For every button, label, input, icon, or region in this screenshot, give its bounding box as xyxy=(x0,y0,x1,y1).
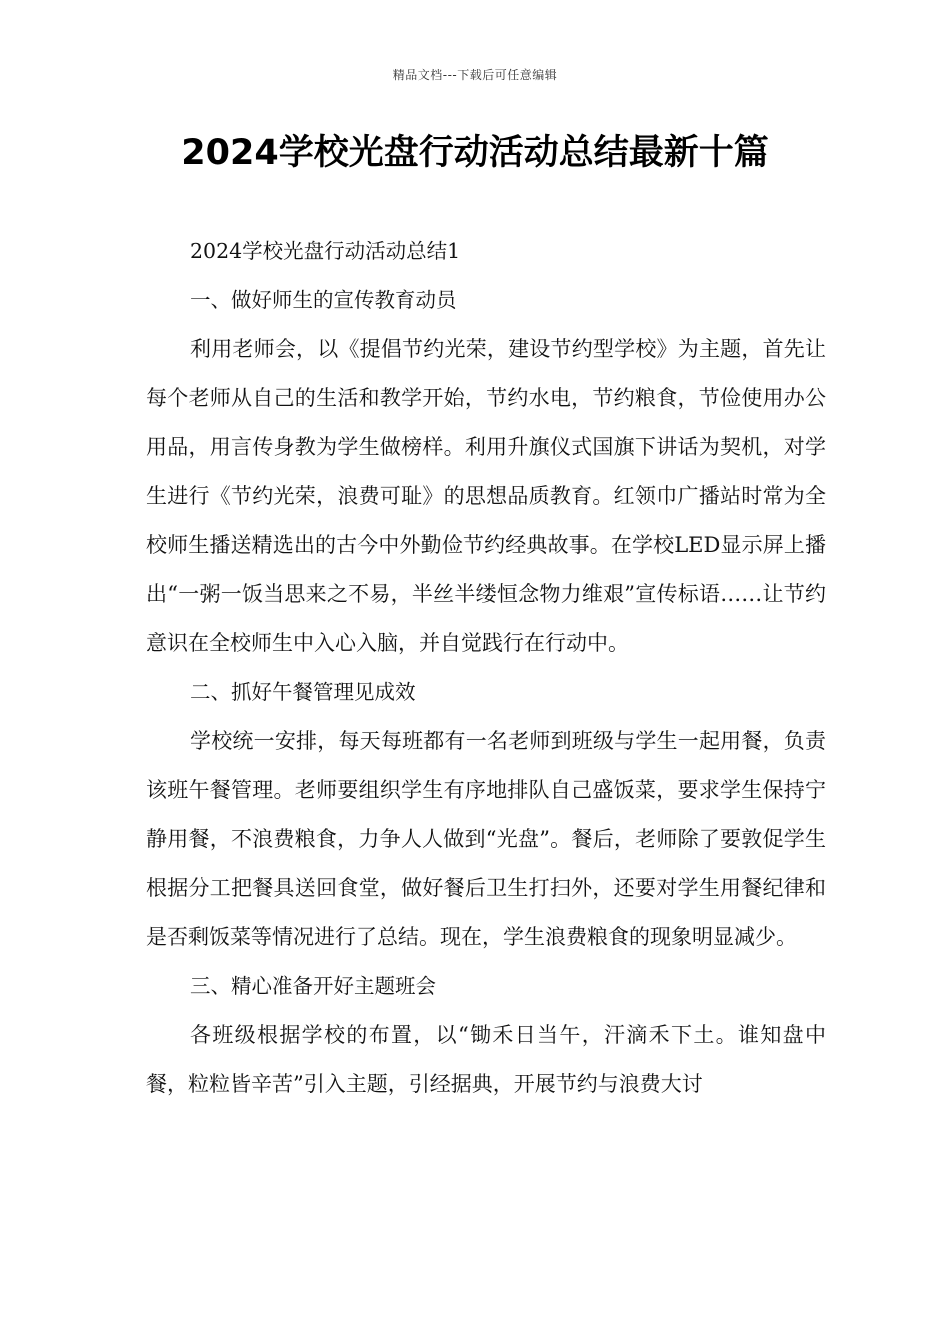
section-heading-2: 二、抓好午餐管理见成效 xyxy=(190,680,416,704)
section-title: 2024学校光盘行动活动总结1 xyxy=(190,239,461,263)
paragraph-2: 学校统一安排，每天每班都有一名老师到班级与学生一起用餐，负责该班午餐管理。老师要组织学生有序地排队自己盛饭菜，要求学生保持宁静用餐，不浪费粮食，力争人人做到“光盘”。餐后，老师除了要敦促学生根据分工把餐具送回食堂，做好餐后卫生打扫外，还要对学生用餐纪律和是否剩饭菜等情况进行了总结。现在，学生浪费粮食的现象明显减少。 xyxy=(146,729,826,949)
section-heading-1: 一、做好师生的宣传教育动员 xyxy=(190,288,457,312)
paragraph-1: 利用老师会，以《提倡节约光荣，建设节约型学校》为主题，首先让每个老师从自己的生活和教学开始，节约水电，节约粮食，节俭使用办公用品，用言传身教为学生做榜样。利用升旗仪式国旗下讲话为契机，对学生进行《节约光荣，浪费可耻》的思想品质教育。红领巾广播站时常为全校师生播送精选出的古今中外勤俭节约经典故事。在学校LED显示屏上播出“一粥一饭当思来之不易，半丝半缕恒念物力维艰”宣传标语……让节约意识在全校师生中入心入脑，并自觉践行在行动中。 xyxy=(146,337,826,655)
document-body xyxy=(146,227,826,1109)
paragraph-3: 各班级根据学校的布置，以“锄禾日当午，汗滴禾下土。谁知盘中餐，粒粒皆辛苦”引入主题，引经据典，开展节约与浪费大讨 xyxy=(146,1023,826,1096)
section-heading-3: 三、精心准备开好主题班会 xyxy=(190,974,436,998)
document-title: 2024学校光盘行动活动总结最新十篇 xyxy=(181,133,769,173)
header-note: 精品文档---下载后可任意编辑 xyxy=(392,68,558,82)
